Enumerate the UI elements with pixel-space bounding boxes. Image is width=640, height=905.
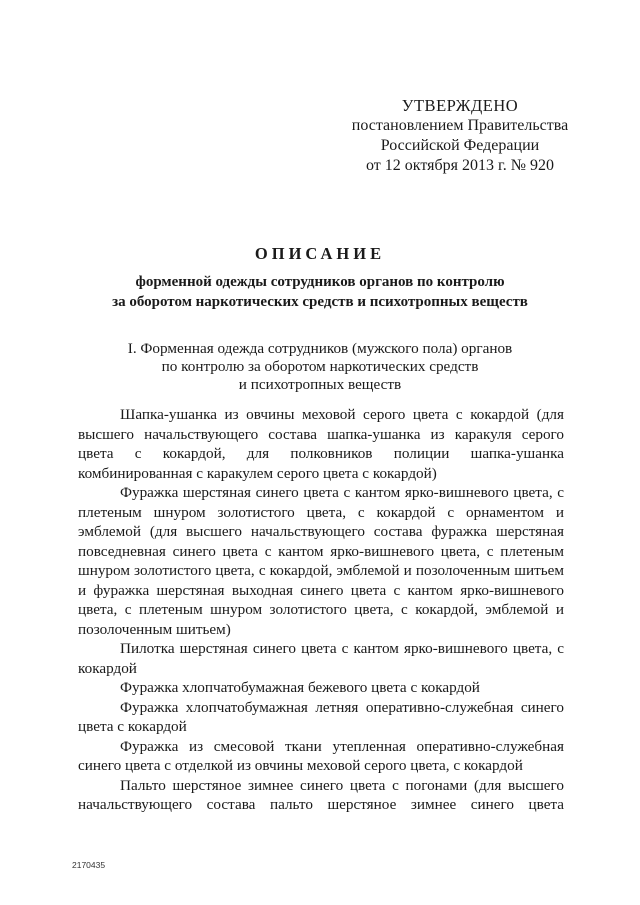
section-heading-line-3: и психотропных веществ: [238, 376, 402, 393]
section-heading-line-1: I. Форменная одежда сотрудников (мужского пола) органов: [127, 340, 513, 357]
section-heading-line-2: по контролю за оборотом наркотических средств: [161, 358, 479, 375]
paragraph-6: Фуражка из смесовой ткани утепленная оперативно-служебная синего цвета с отделкой из овчины меховой серого цвета, с кокардой: [78, 737, 564, 774]
document-number: 2170435: [72, 860, 106, 870]
paragraph-5: Фуражка хлопчатобумажная летняя оперативно-служебная синего цвета с кокардой: [78, 698, 564, 735]
paragraph-4: Фуражка хлопчатобумажная бежевого цвета с кокардой: [120, 679, 480, 696]
document-subtitle-line-2: за оборотом наркотических средств и психотропных веществ: [112, 294, 528, 310]
approval-stamp: [320, 96, 600, 176]
document-subtitle-line-1: форменной одежды сотрудников органов по контролю: [135, 274, 505, 290]
document-title-block: [60, 244, 580, 312]
paragraph-2: Фуражка шерстяная синего цвета с кантом ярко-вишневого цвета, с плетеным шнуром золотистого цвета, с кокардой с орнаментом и эмблемой (для высшего начальствующего состава фуражка шерстяная повседневная синего цвета с кантом ярко-вишневого цвета, с плетеным шнуром золотистого цвета, с кокардой, эмблемой и позолоченным шитьем и фуражка шерстяная выходная синего цвета с кантом ярко-вишневого цвета, с плетеным шнуром золотистого цвета, с кокардой, эмблемой и позолоченным шитьем): [78, 484, 564, 638]
section-heading: [90, 340, 550, 394]
document-title: ОПИСАНИЕ: [254, 244, 386, 263]
approval-heading: УТВЕРЖДЕНО: [401, 96, 519, 115]
paragraph-3: Пилотка шерстяная синего цвета с кантом ярко-вишневого цвета, с кокардой: [78, 640, 564, 677]
paragraph-1: Шапка-ушанка из овчины меховой серого цвета с кокардой (для высшего начальствующего состава шапка-ушанка из каракуля серого цвета с кокардой, для полковников полиции шапка-ушанка комбинированная с каракулем серого цвета с кокардой): [78, 406, 564, 482]
approval-line-2: Российской Федерации: [380, 137, 540, 154]
paragraph-7: Пальто шерстяное зимнее синего цвета с погонами (для высшего начальствующего состава пальто шерстяное зимнее синего цвета: [78, 776, 564, 813]
approval-line-1: постановлением Правительства: [351, 117, 569, 134]
approval-line-3: от 12 октября 2013 г. № 920: [365, 157, 554, 174]
document-body: [78, 405, 564, 815]
